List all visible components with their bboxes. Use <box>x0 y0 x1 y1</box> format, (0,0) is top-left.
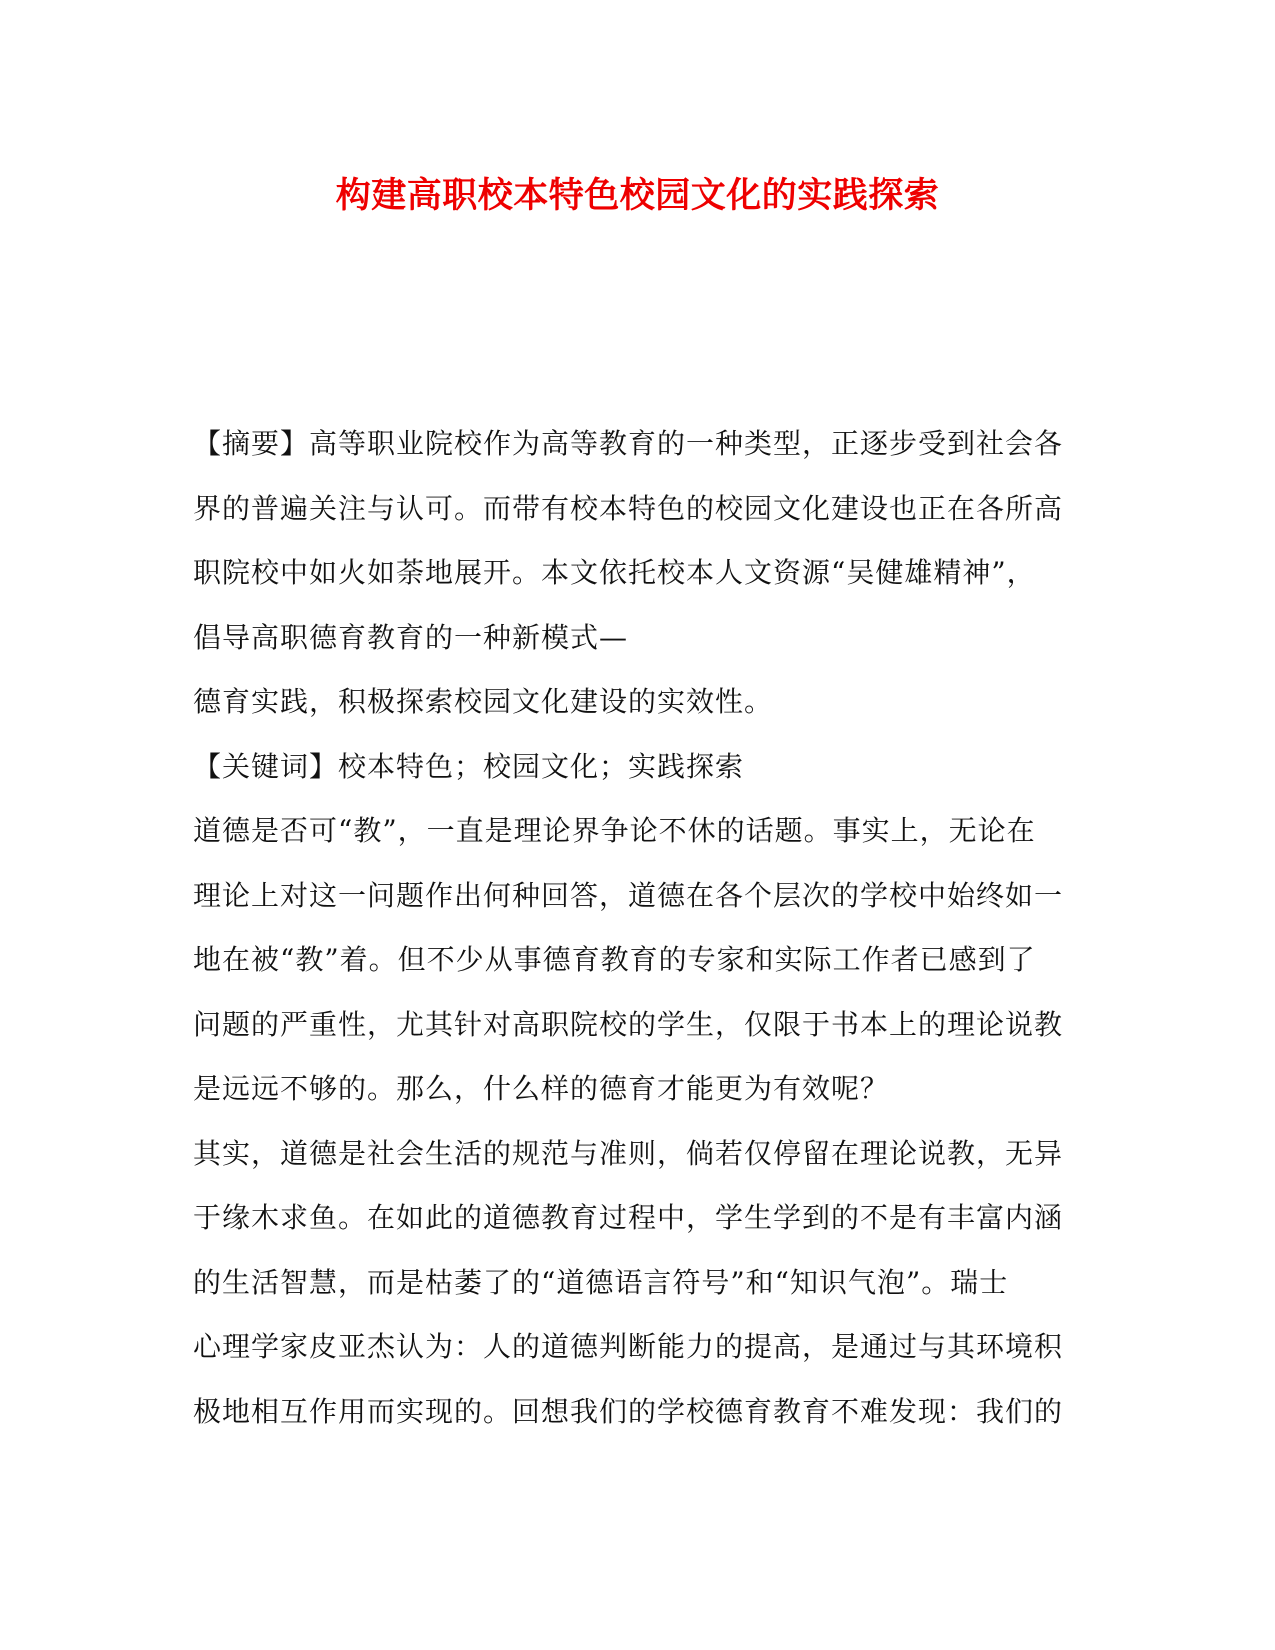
text-line: 其实，道德是社会生活的规范与准则，倘若仅停留在理论说教，无异 <box>193 1136 1064 1170</box>
text-line: 【摘要】高等职业院校作为高等教育的一种类型，正逐步受到社会各 <box>193 427 1064 460</box>
text-line: 职院校中如火如荼地展开。本文依托校本人文资源“吴健雄精神”， <box>193 556 1036 589</box>
text-line: 地在被“教”着。但不少从事德育教育的专家和实际工作者已感到了 <box>193 943 1036 976</box>
text-line: 于缘木求鱼。在如此的道德教育过程中，学生学到的不是有丰富内涵 <box>193 1201 1064 1234</box>
text-line: 德育实践，积极探索校园文化建设的实效性。 <box>193 685 774 718</box>
text-line: 【关键词】校本特色；校园文化；实践探索 <box>193 749 745 783</box>
text-line: 的生活智慧，而是枯萎了的“道德语言符号”和“知识气泡”。瑞士 <box>193 1265 1009 1299</box>
text-line: 界的普遍关注与认可。而带有校本特色的校园文化建设也正在各所高 <box>193 491 1064 525</box>
text-line: 倡导高职德育教育的一种新模式— <box>193 620 629 654</box>
text-line: 道德是否可“教”，一直是理论界争论不休的话题。事实上，无论在 <box>193 814 1036 847</box>
document-title: 构建高职校本特色校园文化的实践探索 <box>335 175 940 216</box>
document-body <box>193 412 1088 1444</box>
text-line: 是远远不够的。那么，什么样的德育才能更为有效呢？ <box>193 1072 890 1105</box>
text-line: 心理学家皮亚杰认为：人的道德判断能力的提高，是通过与其环境积 <box>193 1330 1064 1363</box>
text-line: 理论上对这一问题作出何种回答，道德在各个层次的学校中始终如一 <box>193 878 1064 912</box>
text-line: 问题的严重性，尤其针对高职院校的学生，仅限于书本上的理论说教 <box>193 1007 1064 1041</box>
text-line: 极地相互作用而实现的。回想我们的学校德育教育不难发现：我们的 <box>193 1394 1064 1428</box>
